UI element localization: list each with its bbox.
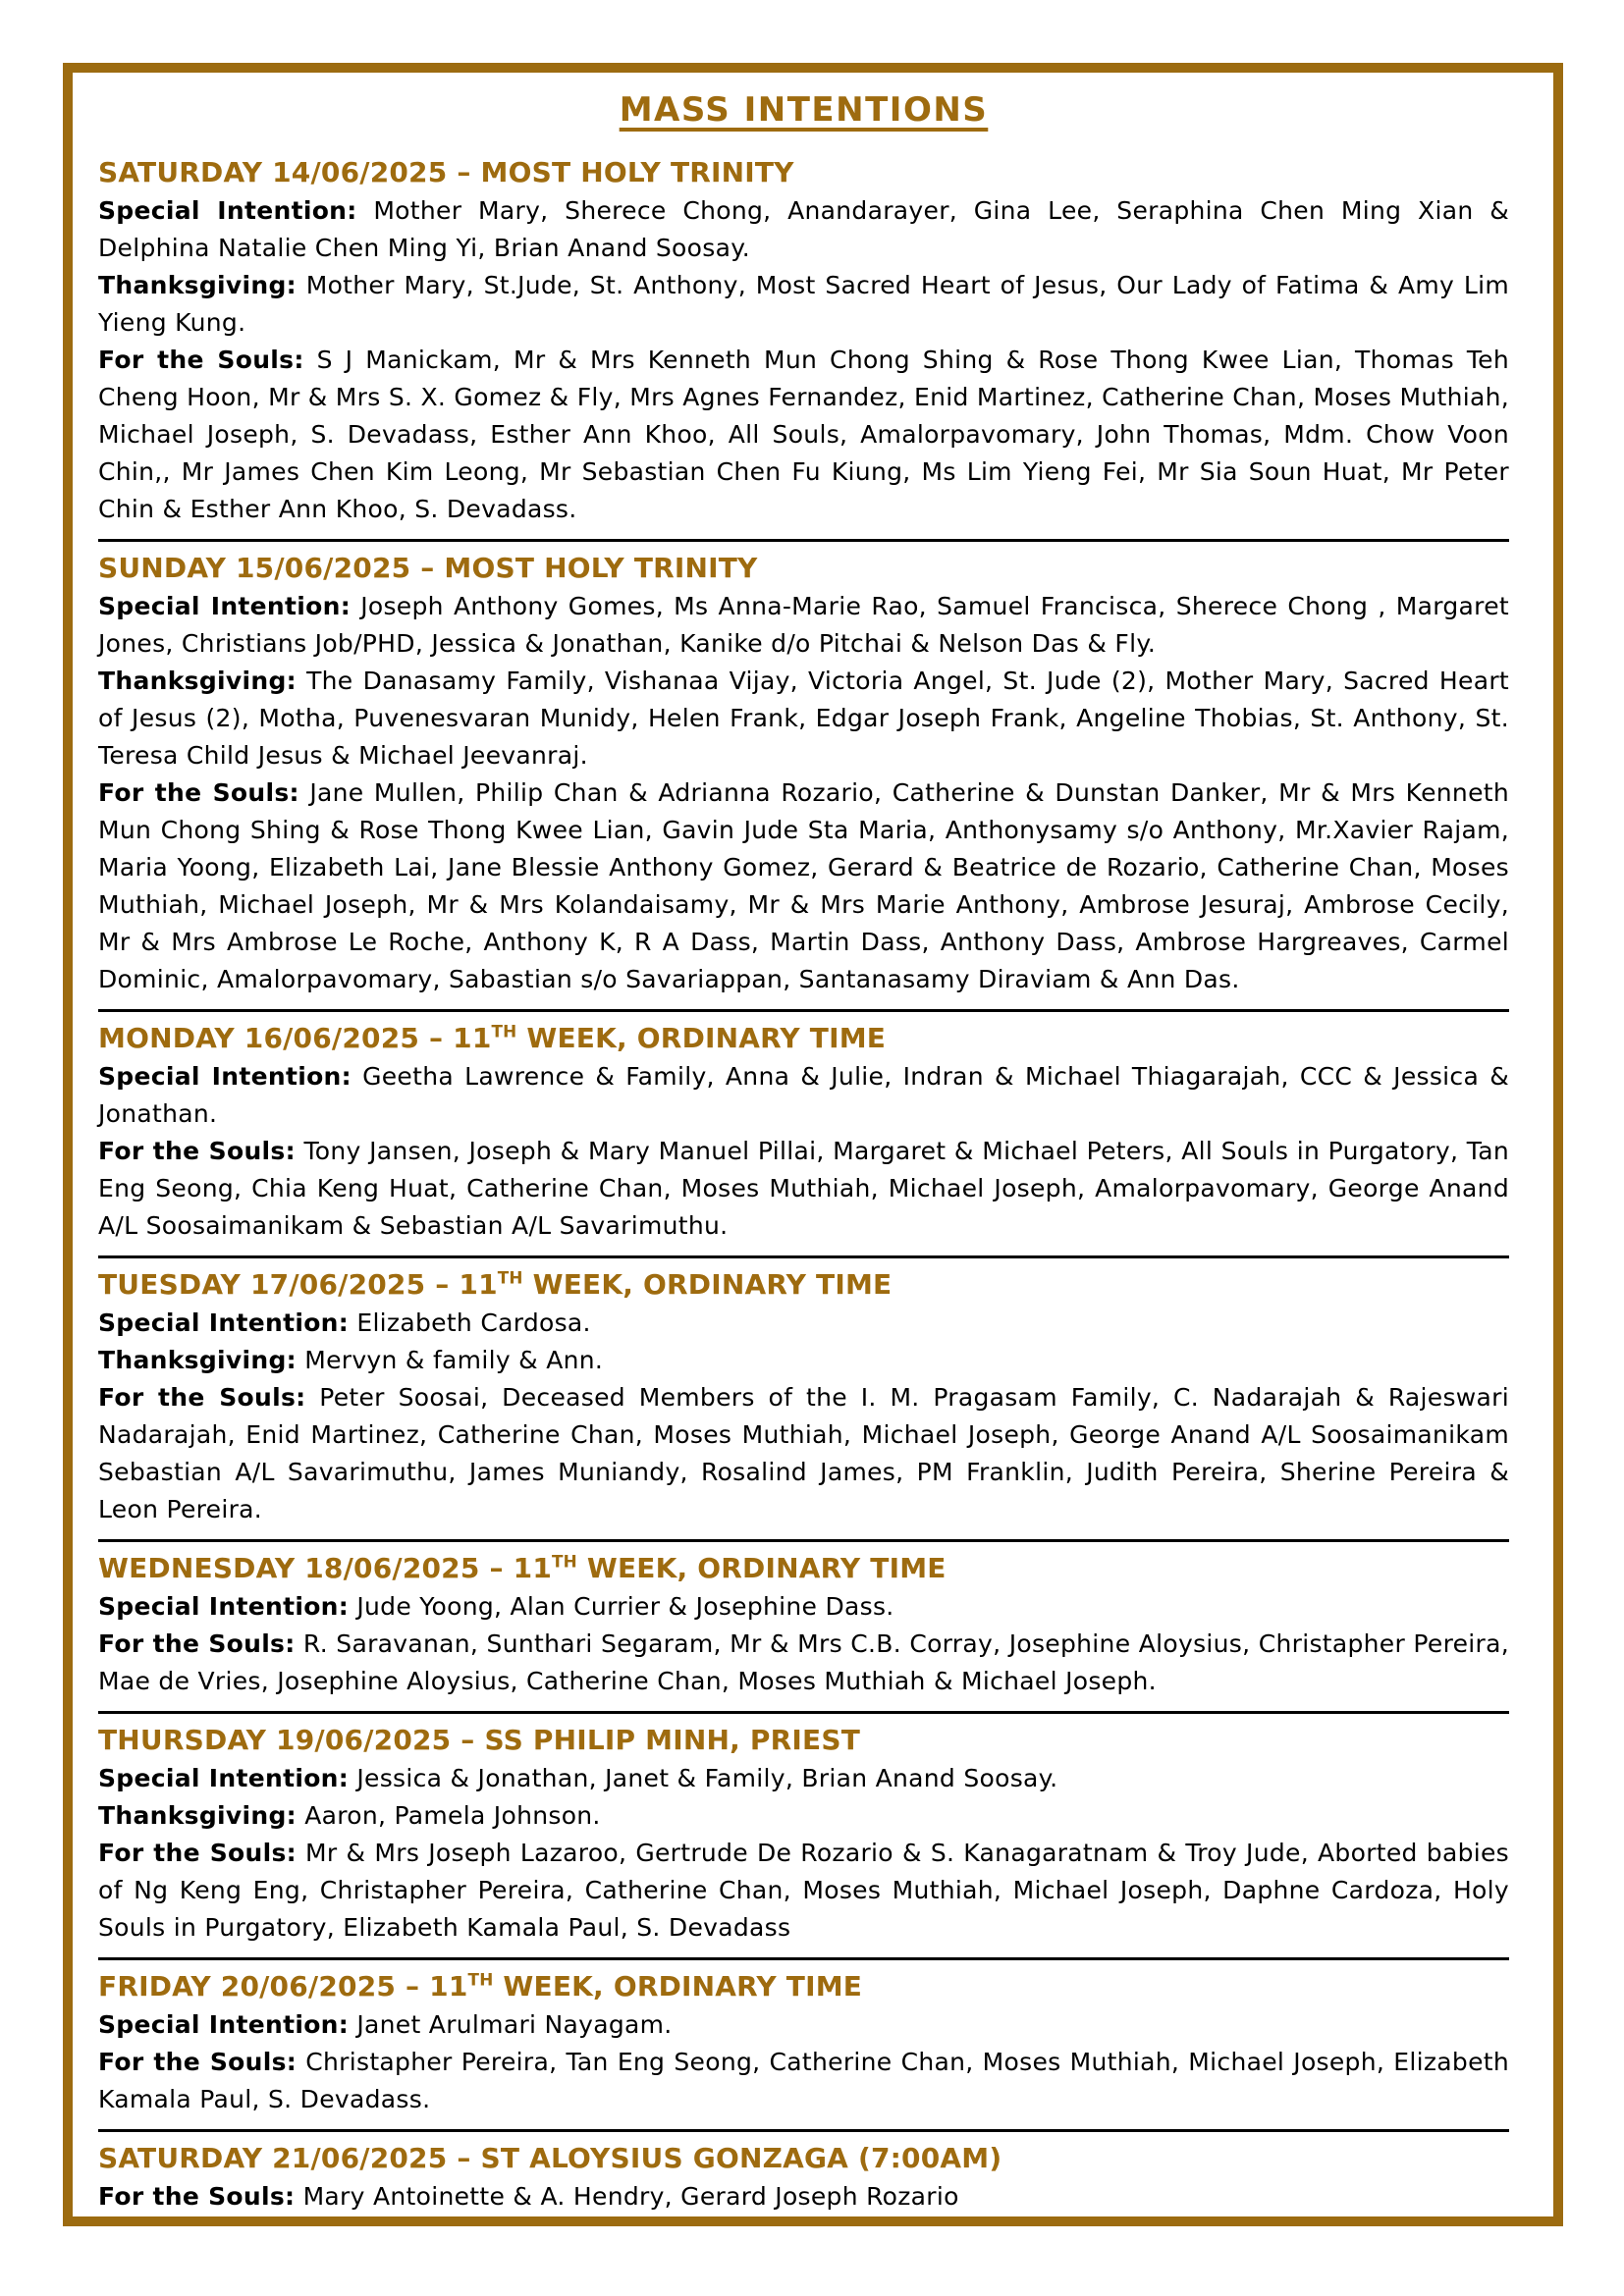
day-heading-text: SATURDAY 21/06/2025 – ST ALOYSIUS GONZAGA (7:00AM)	[98, 2142, 1002, 2174]
intention-entry	[98, 2006, 1509, 2044]
intention-label: For the Souls:	[98, 2182, 296, 2211]
intention-text: Mervyn & family & Ann.	[304, 1346, 604, 1374]
intention-text: R. Saravanan, Sunthari Segaram, Mr & Mrs C.B. Corray, Josephine Aloysius, Christapher Pereira, Mae de Vries, Josephine Aloysius, Catherine Chan, Moses Muthiah & Michael Joseph.	[98, 1629, 1509, 1695]
day-heading-text: MONDAY 16/06/2025 – 11	[98, 1022, 492, 1054]
section-divider	[98, 2129, 1509, 2132]
intention-entry	[98, 192, 1509, 267]
intention-text: Geetha Lawrence & Family, Anna & Julie, Indran & Michael Thiagarajah, CCC & Jessica & Jonathan.	[98, 1062, 1509, 1128]
intention-entry	[98, 1305, 1509, 1342]
section-divider	[98, 1009, 1509, 1012]
section-divider	[98, 1539, 1509, 1542]
intention-text: Jessica & Jonathan, Janet & Family, Brian Anand Soosay.	[356, 1764, 1058, 1792]
day-heading	[98, 1721, 1509, 1760]
intention-label: Special Intention:	[98, 196, 357, 225]
intention-text: Mother Mary, St.Jude, St. Anthony, Most Sacred Heart of Jesus, Our Lady of Fatima & Amy Lim Yieng Kung.	[98, 271, 1510, 337]
day-heading	[98, 1967, 1509, 2006]
day-heading	[98, 1019, 1509, 1058]
day-heading-text: WEEK, ORDINARY TIME	[576, 1552, 947, 1584]
intention-entry	[98, 2178, 1509, 2216]
intention-text: Peter Soosai, Deceased Members of the I. M. Pragasam Family, C. Nadarajah & Rajeswari Nadarajah, Enid Martinez, Catherine Chan, Moses Muthiah, Michael Joseph, George Anand A/L Soosaimanikam Sebastian A/L Savarimuthu, James Muniandy, Rosalind James, PM Franklin, Judith Pereira, Sherine Pereira & Leon Pereira.	[98, 1383, 1509, 1523]
day-heading-text: FRIDAY 20/06/2025 – 11	[98, 1970, 468, 2002]
intention-text: S J Manickam, Mr & Mrs Kenneth Mun Chong Shing & Rose Thong Kwee Lian, Thomas Teh Cheng Hoon, Mr & Mrs S. X. Gomez & Fly, Mrs Agnes Fernandez, Enid Martinez, Catherine Chan, Moses Muthiah, Michael Joseph, S. Devadass, Esther Ann Khoo, All Souls, Amalorpavomary, John Thomas, Mdm. Chow Voon Chin,, Mr James Chen Kim Leong, Mr Sebastian Chen Fu Kiung, Ms Lim Yieng Fei, Mr Sia Soun Huat, Mr Peter Chin & Esther Ann Khoo, S. Devadass.	[98, 346, 1510, 523]
intention-text: Mother Mary, Sherece Chong, Anandarayer, Gina Lee, Seraphina Chen Ming Xian & Delphina Natalie Chen Ming Yi, Brian Anand Soosay.	[98, 196, 1509, 262]
section-divider	[98, 1957, 1509, 1960]
intention-entry	[98, 342, 1509, 528]
heading-superscript: TH	[552, 1551, 577, 1572]
intention-label: Special Intention:	[98, 1062, 352, 1091]
section-monday-16-06-2025	[98, 1019, 1509, 1245]
intention-entry	[98, 1342, 1509, 1379]
intention-text: The Danasamy Family, Vishanaa Vijay, Victoria Angel, St. Jude (2), Mother Mary, Sacred Heart of Jesus (2), Motha, Puvenesvaran Munidy, Helen Frank, Edgar Joseph Frank, Angeline Thobias, St. Anthony, St. Teresa Child Jesus & Michael Jeevanraj.	[98, 667, 1510, 770]
heading-superscript: TH	[497, 1267, 523, 1288]
page-border-frame	[63, 63, 1563, 2226]
intention-label: For the Souls:	[98, 778, 299, 807]
intention-entry	[98, 1760, 1509, 1797]
intention-label: Thanksgiving:	[98, 1346, 297, 1374]
intention-label: For the Souls:	[98, 1137, 296, 1165]
intention-label: Special Intention:	[98, 592, 352, 620]
intention-text: Elizabeth Cardosa.	[356, 1308, 591, 1337]
page-title: MASS INTENTIONS	[619, 90, 989, 130]
intention-text: Aaron, Pamela Johnson.	[304, 1801, 601, 1830]
intention-label: Special Intention:	[98, 1308, 350, 1337]
intention-text: Christapher Pereira, Tan Eng Seong, Catherine Chan, Moses Muthiah, Michael Joseph, Elizabeth Kamala Paul, S. Devadass.	[98, 2048, 1509, 2113]
intention-entry	[98, 663, 1509, 774]
intention-text: Mary Antoinette & A. Hendry, Gerard Joseph Rozario	[302, 2182, 959, 2211]
intention-label: Special Intention:	[98, 2010, 350, 2039]
day-heading	[98, 2139, 1509, 2178]
intention-label: Thanksgiving:	[98, 271, 297, 299]
intention-entry	[98, 1797, 1509, 1835]
intention-label: Thanksgiving:	[98, 667, 297, 695]
section-divider	[98, 1255, 1509, 1258]
intention-entry	[98, 1626, 1509, 1700]
intention-text: Mr & Mrs Joseph Lazaroo, Gertrude De Rozario & S. Kanagaratnam & Troy Jude, Aborted babies of Ng Keng Eng, Christapher Pereira, Catherine Chan, Moses Muthiah, Michael Joseph, Daphne Cardoza, Holy Souls in Purgatory, Elizabeth Kamala Paul, S. Devadass	[98, 1839, 1510, 1942]
section-sunday-15-06-2025	[98, 549, 1509, 998]
intention-entry	[98, 1379, 1509, 1528]
intention-entry	[98, 1588, 1509, 1626]
day-heading-text: WEEK, ORDINARY TIME	[516, 1022, 887, 1054]
section-divider	[98, 539, 1509, 542]
section-saturday-21-06-2025	[98, 2139, 1509, 2216]
intention-label: Thanksgiving:	[98, 1801, 297, 1830]
day-heading	[98, 549, 1509, 588]
intention-entry	[98, 774, 1509, 998]
intention-entry	[98, 2044, 1509, 2118]
day-heading-text: WEEK, ORDINARY TIME	[522, 1268, 893, 1301]
intention-label: Special Intention:	[98, 1764, 350, 1792]
section-thursday-19-06-2025	[98, 1721, 1509, 1947]
day-heading-text: TUESDAY 17/06/2025 – 11	[98, 1268, 498, 1301]
day-heading-text: WEEK, ORDINARY TIME	[493, 1970, 863, 2002]
intention-entry	[98, 1133, 1509, 1245]
intention-entry	[98, 588, 1509, 663]
day-heading-text: SUNDAY 15/06/2025 – MOST HOLY TRINITY	[98, 552, 758, 584]
intention-text: Janet Arulmari Nayagam.	[356, 2010, 673, 2039]
heading-superscript: TH	[467, 1969, 494, 1990]
day-heading-text: THURSDAY 19/06/2025 – SS PHILIP MINH, PRIEST	[98, 1724, 861, 1756]
section-tuesday-17-06-2025	[98, 1265, 1509, 1528]
intention-label: For the Souls:	[98, 1839, 297, 1867]
intention-entry	[98, 1058, 1509, 1133]
intention-text: Joseph Anthony Gomes, Ms Anna-Marie Rao, Samuel Francisca, Sherece Chong , Margaret Jones, Christians Job/PHD, Jessica & Jonathan, Kanike d/o Pitchai & Nelson Das & Fly.	[98, 592, 1509, 658]
section-divider	[98, 1711, 1509, 1714]
intention-text: Jude Yoong, Alan Currier & Josephine Dass.	[356, 1592, 894, 1621]
day-heading-text: SATURDAY 14/06/2025 – MOST HOLY TRINITY	[98, 156, 794, 188]
section-saturday-14-06-2025	[98, 153, 1509, 528]
day-heading	[98, 1549, 1509, 1588]
intention-label: For the Souls:	[98, 2048, 298, 2076]
intention-label: For the Souls:	[98, 1629, 296, 1658]
intention-text: Tony Jansen, Joseph & Mary Manuel Pillai, Margaret & Michael Peters, All Souls in Purgatory, Tan Eng Seong, Chia Keng Huat, Catherine Chan, Moses Muthiah, Michael Joseph, Amalorpavomary, George Anand A/L Soosaimanikam & Sebastian A/L Savarimuthu.	[98, 1137, 1509, 1240]
section-friday-20-06-2025	[98, 1967, 1509, 2118]
intention-entry	[98, 267, 1509, 342]
heading-superscript: TH	[491, 1021, 517, 1041]
intention-text: Jane Mullen, Philip Chan & Adrianna Rozario, Catherine & Dunstan Danker, Mr & Mrs Kenneth Mun Chong Shing & Rose Thong Kwee Lian, Gavin Jude Sta Maria, Anthonysamy s/o Anthony, Mr.Xavier Rajam, Maria Yoong, Elizabeth Lai, Jane Blessie Anthony Gomez, Gerard & Beatrice de Rozario, Catherine Chan, Moses Muthiah, Michael Joseph, Mr & Mrs Kolandaisamy, Mr & Mrs Marie Anthony, Ambrose Jesuraj, Ambrose Cecily, Mr & Mrs Ambrose Le Roche, Anthony K, R A Dass, Martin Dass, Anthony Dass, Ambrose Hargreaves, Carmel Dominic, Amalorpavomary, Sabastian s/o Savariappan, Santanasamy Diraviam & Ann Das.	[98, 778, 1509, 993]
day-heading	[98, 1265, 1509, 1305]
day-heading-text: WEDNESDAY 18/06/2025 – 11	[98, 1552, 553, 1584]
section-wednesday-18-06-2025	[98, 1549, 1509, 1700]
intention-entry	[98, 1835, 1509, 1947]
day-heading	[98, 153, 1509, 192]
intention-label: For the Souls:	[98, 1383, 306, 1412]
intention-label: Special Intention:	[98, 1592, 350, 1621]
intention-label: For the Souls:	[98, 346, 304, 374]
